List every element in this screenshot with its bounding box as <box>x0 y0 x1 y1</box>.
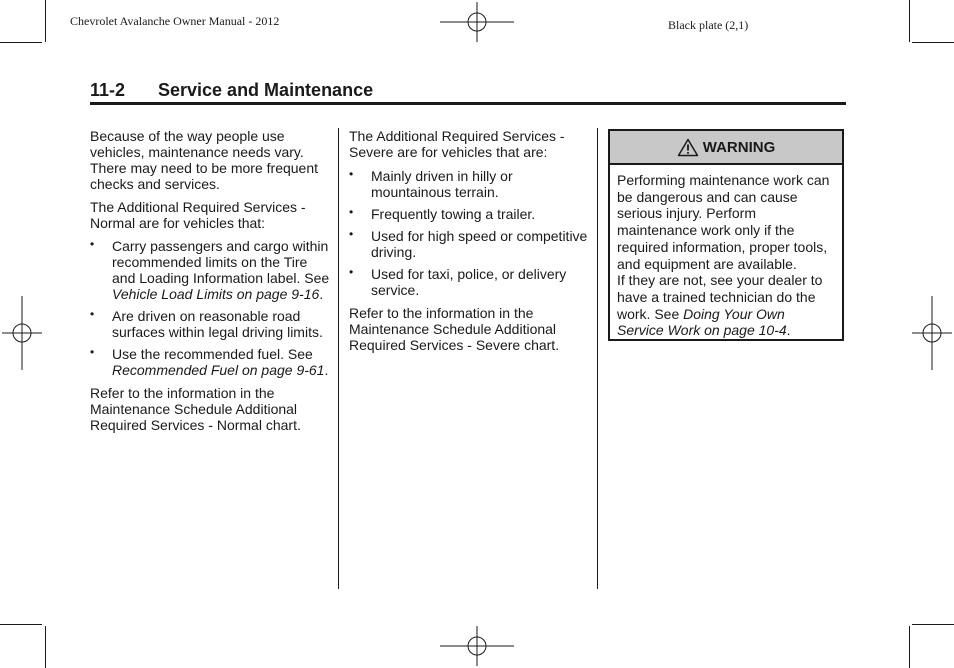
registration-mark-top <box>440 2 514 42</box>
list-item <box>349 228 589 260</box>
plate-label: Black plate (2,1) <box>668 18 749 32</box>
list-item <box>90 346 330 378</box>
warning-text-end: . <box>786 322 791 339</box>
section-heading <box>90 80 373 101</box>
bullet-icon: • <box>349 167 354 181</box>
crop-mark <box>912 42 954 43</box>
normal-conditions-list <box>90 238 330 378</box>
registration-mark-left <box>2 296 42 370</box>
list-item <box>349 168 589 200</box>
item-text: Are driven on reasonable road surfaces within legal driving limits. <box>112 308 323 340</box>
warning-header <box>610 131 842 165</box>
section-rule <box>90 102 846 105</box>
item-text: Use the recommended fuel. See <box>112 346 313 362</box>
manual-title: Chevrolet Avalanche Owner Manual - 2012 <box>70 14 280 28</box>
normal-lead-paragraph: The Additional Required Services - Normal are for vehicles that: <box>90 199 306 231</box>
crop-mark <box>45 626 46 668</box>
list-item <box>90 308 330 340</box>
list-item <box>349 206 589 222</box>
warning-text-continued <box>617 272 835 339</box>
column-divider <box>338 128 339 589</box>
normal-outro-paragraph: Refer to the information in the Maintenance Schedule Additional Required Services - Normal chart. <box>90 385 301 433</box>
crop-mark <box>909 626 910 668</box>
crop-mark <box>909 0 910 42</box>
bullet-icon: • <box>349 205 354 219</box>
crop-mark <box>0 42 42 43</box>
warning-title: WARNING <box>702 138 776 156</box>
bullet-icon: • <box>349 265 354 279</box>
item-text: Used for taxi, police, or delivery service. <box>371 266 567 298</box>
column-normal <box>90 128 330 440</box>
cross-reference-link[interactable]: Recommended Fuel on page 9-61 <box>112 362 325 378</box>
section-number: 11-2 <box>90 80 126 100</box>
bullet-icon: • <box>90 307 95 321</box>
bullet-icon: • <box>90 345 95 359</box>
item-text: Frequently towing a trailer. <box>371 206 536 222</box>
warning-triangle-icon <box>677 138 699 157</box>
warning-text: Performing maintenance work can be dangerous and can cause serious injury. Perform maintenance work only if the required information, proper tools, and equipment are available. <box>617 172 830 272</box>
registration-mark-right <box>912 296 952 370</box>
section-title: Service and Maintenance <box>158 80 374 100</box>
warning-text-lead: If they are not, see your dealer to have a trained technician do the work. See <box>617 272 823 322</box>
severe-conditions-list <box>349 168 589 298</box>
bullet-icon: • <box>349 227 354 241</box>
crop-mark <box>45 0 46 42</box>
crop-mark <box>0 624 42 625</box>
column-severe <box>349 128 589 360</box>
bullet-icon: • <box>90 237 95 251</box>
cross-reference-link[interactable]: Doing Your Own Service Work on page 10-4 <box>617 305 787 339</box>
intro-paragraph: Because of the way people use vehicles, maintenance needs vary. There may need to be more frequent checks and services. <box>90 128 319 192</box>
warning-body <box>610 165 842 339</box>
item-text: Carry passengers and cargo within recommended limits on the Tire and Loading Information label. See <box>112 238 330 286</box>
item-text: Mainly driven in hilly or mountainous terrain. <box>371 168 513 200</box>
item-end: . <box>319 286 324 302</box>
severe-lead-paragraph: The Additional Required Services - Severe are for vehicles that are: <box>349 128 565 160</box>
column-divider <box>597 128 598 589</box>
item-text: Used for high speed or competitive driving. <box>371 228 588 260</box>
list-item <box>349 266 589 298</box>
list-item <box>90 238 330 302</box>
item-end: . <box>324 362 329 378</box>
crop-mark <box>912 624 954 625</box>
cross-reference-link[interactable]: Vehicle Load Limits on page 9-16 <box>112 286 320 302</box>
severe-outro-paragraph: Refer to the information in the Maintenance Schedule Additional Required Services - Severe chart. <box>349 305 560 353</box>
warning-box <box>608 129 844 341</box>
registration-mark-bottom <box>440 626 514 666</box>
